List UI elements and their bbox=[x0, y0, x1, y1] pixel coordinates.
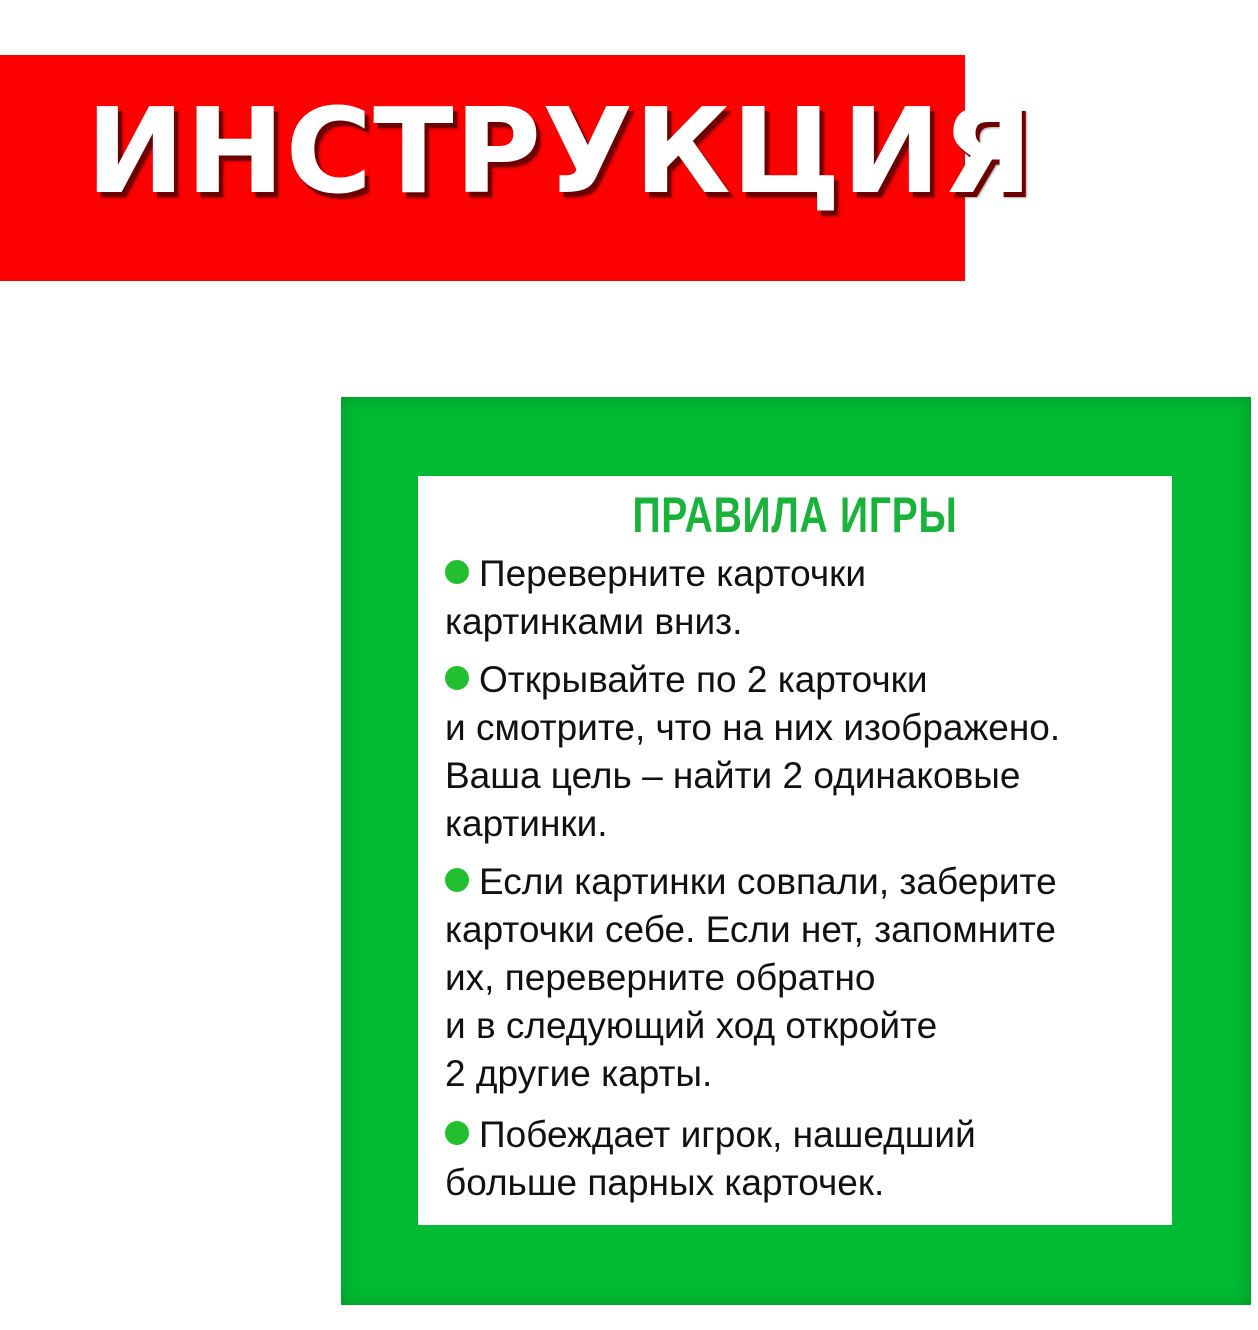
instruction-title: ИНСТРУКЦИЯ bbox=[86, 82, 1034, 220]
rule-line: и смотрите, что на них изображено. bbox=[445, 707, 1061, 748]
bullet-dot-icon bbox=[445, 1121, 469, 1145]
bullet-dot-icon bbox=[445, 560, 469, 584]
rule-line: и в следующий ход откройте bbox=[445, 1005, 938, 1046]
rule-line: карточки себе. Если нет, запомните bbox=[445, 909, 1056, 950]
rule-line: Если картинки совпали, заберите bbox=[479, 861, 1057, 902]
rule-line: их, переверните обратно bbox=[445, 957, 876, 998]
rule-item bbox=[445, 550, 1165, 646]
rule-line: Переверните карточки bbox=[479, 553, 866, 594]
rule-line: картинками вниз. bbox=[445, 601, 743, 642]
rule-line: больше парных карточек. bbox=[445, 1162, 885, 1203]
rule-line: 2 другие карты. bbox=[445, 1053, 713, 1094]
rule-line: картинки. bbox=[445, 803, 608, 844]
rule-line: Ваша цель – найти 2 одинаковые bbox=[445, 755, 1021, 796]
rule-line: Открывайте по 2 карточки bbox=[479, 659, 928, 700]
rule-item bbox=[445, 656, 1165, 848]
rule-item bbox=[445, 1111, 1165, 1207]
bullet-dot-icon bbox=[445, 666, 469, 690]
bullet-dot-icon bbox=[445, 868, 469, 892]
rules-panel bbox=[418, 476, 1172, 1225]
rules-card bbox=[341, 397, 1251, 1305]
rule-item bbox=[445, 858, 1165, 1098]
rules-title: ПРАВИЛА ИГРЫ bbox=[632, 487, 958, 543]
rule-line: Побеждает игрок, нашедший bbox=[479, 1114, 976, 1155]
